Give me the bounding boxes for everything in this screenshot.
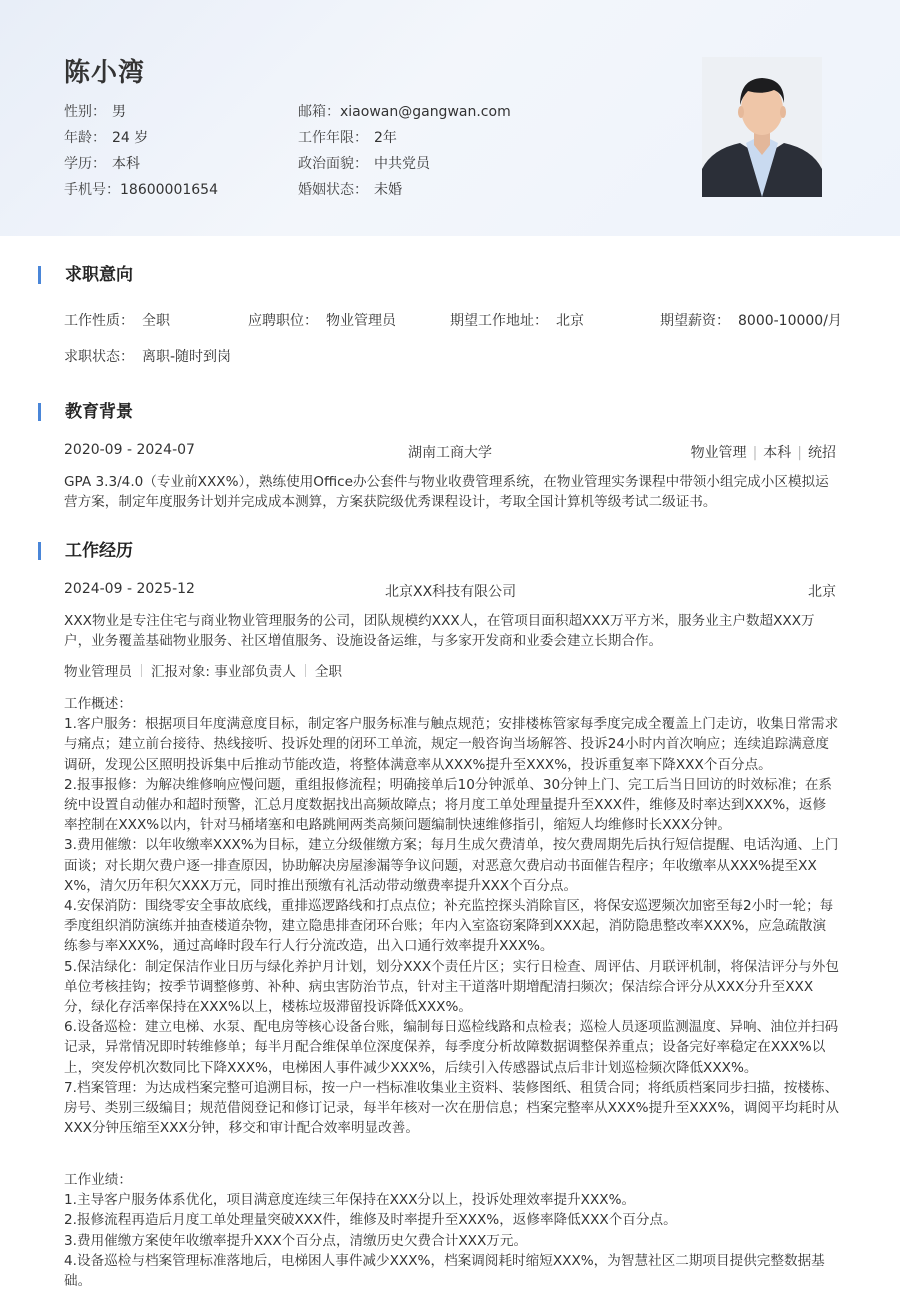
work-role: 物业管理员 [64,664,132,680]
gender-label: 性别： [64,104,106,120]
overview-item: 4.安保消防：围绕零安全事故底线，重排巡逻路线和打点点位；补充监控探头消除盲区，将保安巡逻频次加密至每2小时一轮；每季度组织消防演练并抽查楼道杂物，建立隐患排查闭环台账；年内入室盗窃案降到XXX起，消防隐患整改率XXX%，应急疏散演练参与率XXX%，通过高峰时段车行人行分流改造，出入口通行效率提升XXX%。 [64,898,834,955]
work-city: 北京 [808,584,836,600]
section-title-text: 教育背景 [65,402,133,422]
separator [305,664,306,677]
achievements-label: 工作业绩： [64,1172,132,1188]
work-job-type: 全职 [314,664,342,680]
education-school: 湖南工商大学 [408,445,492,461]
marital-value: 未婚 [374,182,402,198]
education-degree: 本科 [763,445,792,461]
age-row [64,127,148,147]
education-meta [691,442,836,462]
intent-type [64,310,170,330]
phone-value[interactable]: 18600001654 [120,182,218,198]
phone-row [64,179,218,199]
work-company: 北京XX科技有限公司 [385,584,517,600]
work-period: 2024-09 - 2025-12 [64,581,195,597]
section-title-text: 求职意向 [65,265,133,285]
marital-label: 婚姻状态： [298,182,368,198]
overview-item: 6.设备巡检：建立电梯、水泵、配电房等核心设备台账，编制每日巡检线路和点检表；巡检人员逐项监测温度、异响、油位并扫码记录，异常情况即时转维修单；每半月配合维保单位深度保养，每季度分析故障数据调整保养重点；设备完好率稳定在XXX%以上，突发停机次数同比下降XXX%，电梯困人事件减少XXX%，后续引入传感器试点后非计划巡检频次降低XXX%。 [64,1019,839,1076]
achievement-item: 3.费用催缴方案使年收缴率提升XXX个百分点，清缴历史欠费合计XXX万元。 [64,1232,528,1249]
intent-position [248,310,396,330]
section-title-text: 工作经历 [65,541,133,561]
intent-position-value: 物业管理员 [326,313,396,329]
separator: | [797,445,802,461]
education-value: 本科 [112,156,140,172]
company-intro: XXX物业是专注住宅与商业物业管理服务的公司，团队规模约XXX人，在管项目面积超XXX万平方米，服务业主户数超XXX万户，业务覆盖基础物业服务、社区增值服务、设施设备运维，与多家开发商和业委会建立长期合作。 [64,613,815,650]
achievement-item: 2.报修流程再造后月度工单处理量突破XXX件，维修及时率提升至XXX%，返修率降低XXX个百分点。 [64,1212,677,1229]
years-label: 工作年限： [298,130,368,146]
intent-type-value: 全职 [142,313,170,329]
email-label: 邮箱： [298,104,340,120]
work-overview [64,694,839,1138]
intent-position-label: 应聘职位： [248,313,318,329]
intent-location [450,310,584,330]
person-portrait-icon [702,57,822,197]
work-report-to: 汇报对象: 事业部负责人 [150,664,296,680]
intent-status [64,346,231,366]
gender-value: 男 [112,104,126,120]
profile-photo [702,57,822,197]
intent-type-label: 工作性质： [64,313,134,329]
work-achievements [64,1170,839,1291]
candidate-name: 陈小湾 [64,58,146,88]
age-value: 24 岁 [112,130,149,146]
intent-salary-label: 期望薪资： [660,313,730,329]
intent-status-label: 求职状态： [64,349,134,365]
overview-item: 2.报事报修：为解决维修响应慢问题，重组报修流程；明确接单后10分钟派单、30分钟上门、完工后当日回访的时效标准；在系统中设置自动催办和超时预警，汇总月度数据找出高频故障点；将月度工单处理量提升至XXX件，维修及时率达到XXX%，返修率控制在XXX%以内，针对马桶堵塞和电路跳闸两类高频问题编制快速维修指引，缩短人均维修时长XXX分钟。 [64,776,833,834]
political-value: 中共党员 [374,156,430,172]
overview-item: 5.保洁绿化：制定保洁作业日历与绿化养护月计划，划分XXX个责任片区；实行日检查、周评估、月联评机制，将保洁评分与外包单位考核挂钩；按季节调整修剪、补种、病虫害防治节点，针对主干道落叶期增配清扫频次；保洁综合评分从XXX分升至XXX分，绿化存活率保持在XXX%以上，楼栋垃圾滞留投诉降低XXX%。 [64,958,839,1016]
section-accent-bar [38,403,41,421]
education-period: 2020-09 - 2024-07 [64,442,195,458]
separator: | [752,445,758,461]
intent-salary-value: 8000-10000/月 [738,313,842,329]
intent-location-value: 北京 [556,313,584,329]
section-accent-bar [38,542,41,560]
years-row [298,127,397,147]
political-label: 政治面貌： [298,156,368,172]
overview-item: 1.客户服务：根据项目年度满意度目标，制定客户服务标准与触点规范；安排楼栋管家每季度完成全覆盖上门走访，收集日常需求与痛点；建立前台接待、热线接听、投诉处理的闭环工单流，规定一般咨询当场解答、投诉24小时内首次响应；连续追踪满意度调研，发现公区照明投诉集中后推动节能改造，将整体满意率从XXX%提升至XXX%，投诉重复率下降XXX个百分点。 [64,716,839,773]
intent-status-value: 离职-随时到岗 [142,349,232,365]
education-major: 物业管理 [690,445,747,461]
section-accent-bar [38,266,41,284]
email-value[interactable]: xiaowan@gangwan.com [340,104,511,120]
political-row [298,153,430,173]
intent-location-label: 期望工作地址： [450,313,548,329]
gender-row [64,101,126,121]
overview-item: 3.费用催缴：以年收缴率XXX%为目标，建立分级催缴方案；每月生成欠费清单，按欠费周期先后执行短信提醒、电话沟通、上门面谈；对长期欠费户逐一排查原因，协助解决房屋渗漏等争议问题，对恶意欠费启动书面催告程序；年收缴率从XXX%提至XXX%，清欠历年积欠XXX万元，同时推出预缴有礼活动带动缴费率提升XXX个百分点。 [64,837,839,894]
phone-label: 手机号： [64,182,120,198]
education-mode: 统招 [808,445,836,461]
years-value: 2年 [374,130,397,146]
marital-row [298,179,402,199]
education-row [64,153,140,173]
education-label: 学历： [64,156,106,172]
overview-item: 7.档案管理：为达成档案完整可追溯目标，按一户一档标准收集业主资料、装修图纸、租赁合同；将纸质档案同步扫描，按楼栋、房号、类别三级编目；规范借阅登记和修订记录，每半年核对一次在册信息；档案完整率从XXX%提升至XXX%，调阅平均耗时从XXX分钟压缩至XXX分钟，移交和审计配合效率明显改善。 [64,1079,839,1137]
education-description: GPA 3.3/4.0（专业前XXX%），熟练使用Office办公套件与物业收费管理系统，在物业管理实务课程中带领小组完成小区模拟运营方案，制定年度服务计划并完成成本测算，方案获院级优秀课程设计，考取全国计算机等级考试二级证书。 [64,474,829,511]
achievement-item: 4.设备巡检与档案管理标准落地后，电梯困人事件减少XXX%，档案调阅耗时缩短XXX%，为智慧社区二期项目提供完整数据基础。 [64,1252,825,1290]
work-tags [64,660,342,680]
age-label: 年龄： [64,130,106,146]
separator [141,664,142,677]
overview-label: 工作概述： [64,696,132,712]
email-row [298,101,511,121]
achievement-item: 1.主导客户服务体系优化，项目满意度连续三年保持在XXX分以上，投诉处理效率提升XXX%。 [64,1192,636,1209]
intent-salary [660,310,842,330]
